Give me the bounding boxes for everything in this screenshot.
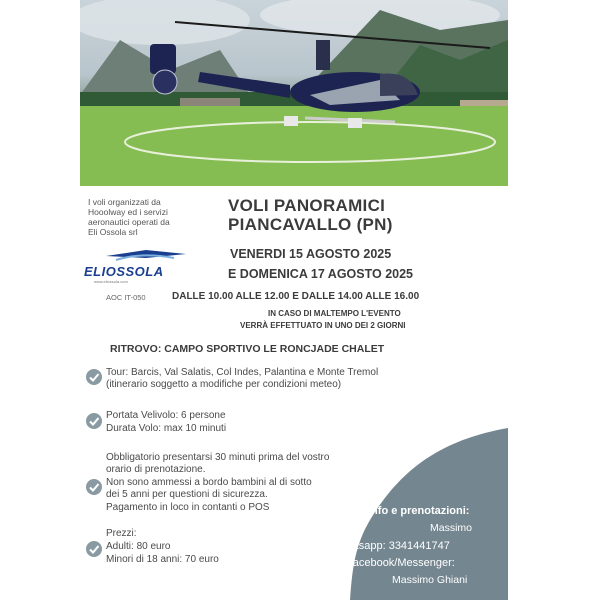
- check-icon: [86, 369, 102, 385]
- organizer-line: Hooolway ed i servizi: [88, 207, 168, 217]
- weather-line-1: IN CASO DI MALTEMPO L'EVENTO: [268, 309, 401, 318]
- title-line-1: VOLI PANORAMICI: [228, 196, 386, 215]
- hours-line: DALLE 10.00 ALLE 12.00 E DALLE 14.00 ALLE 16.00: [172, 291, 420, 302]
- organizer-line: aeronautici operati da: [88, 217, 170, 227]
- rule-line: orario di prenotazione.: [106, 464, 206, 475]
- check-icon: [86, 541, 102, 557]
- contact-phone: Sms/Whatsapp: 3341441747: [308, 540, 450, 552]
- contact-heading: Info e prenotazioni:: [368, 505, 470, 517]
- weather-line-2: VERRÀ EFFETTUATO IN UNO DEI 2 GIORNI: [240, 321, 406, 330]
- contact-name: Massimo: [430, 522, 473, 534]
- rule-line: Obbligatorio presentarsi 30 minuti prima del vostro: [106, 452, 330, 463]
- organizer-line: I voli organizzati da: [88, 197, 161, 207]
- rule-line: dei 5 anni per questioni di sicurezza.: [106, 489, 268, 500]
- rule-line: Pagamento in loco in contanti o POS: [106, 502, 270, 513]
- flyer: [80, 0, 508, 600]
- duration-line: Durata Volo: max 10 minuti: [106, 423, 227, 434]
- check-icon: [86, 413, 102, 429]
- meeting-point: RITROVO: CAMPO SPORTIVO LE RONCJADE CHALET: [110, 343, 385, 355]
- contact-social-name: Massimo Ghiani: [392, 574, 468, 586]
- contact-social: Facebook/Messenger:: [346, 557, 455, 569]
- price-minors: Minori di 18 anni: 70 euro: [106, 554, 219, 565]
- prices-heading: Prezzi:: [106, 528, 137, 539]
- organizer-line: Eli Ossola srl: [88, 227, 138, 237]
- capacity-line: Portata Velivolo: 6 persone: [106, 410, 226, 421]
- date-line-1: VENERDI 15 AGOSTO 2025: [230, 247, 392, 261]
- coa-code: AOC IT-050: [106, 293, 146, 302]
- price-adults: Adulti: 80 euro: [106, 541, 171, 552]
- title-line-2: PIANCAVALLO (PN): [228, 215, 393, 234]
- date-line-2: E DOMENICA 17 AGOSTO 2025: [228, 267, 414, 281]
- rule-line: Non sono ammessi a bordo bambini al di sotto: [106, 477, 312, 488]
- logo-tagline: www.eliossola.com: [94, 279, 128, 284]
- check-icon: [86, 479, 102, 495]
- tour-line-2: (itinerario soggetto a modifiche per condizioni meteo): [106, 379, 342, 390]
- tour-line-1: Tour: Barcis, Val Salatis, Col Indes, Palantina e Monte Tremol: [106, 367, 379, 378]
- logo-name: ELIOSSOLA: [84, 264, 164, 279]
